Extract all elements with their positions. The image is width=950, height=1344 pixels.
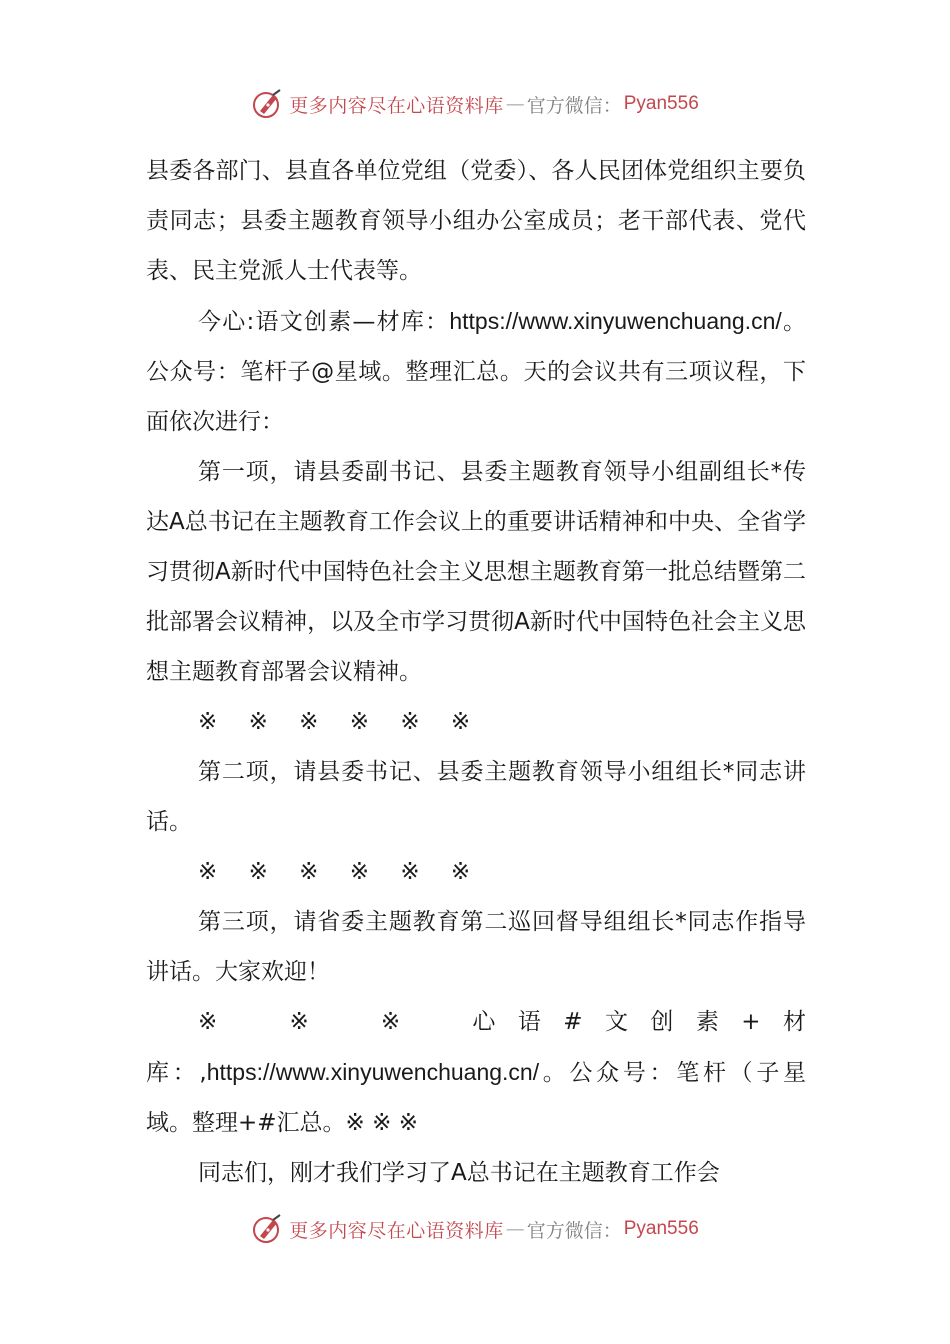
- header-dash: —: [505, 93, 525, 115]
- watermark-lead-text: 库：,: [146, 1060, 207, 1086]
- paragraph-item-one: 第一项，请县委副书记、县委主题教育领导小组副组长*传达A总书记在主题教育工作会议上的重要讲话精神和中央、全省学习贯彻A新时代中国特色社会主义思想主题教育第一批总结暨第二批部署会议精神，以及全市学习贯彻A新时代中国特色社会主义思想主题教育部署会议精神。: [146, 459, 806, 685]
- header-wechat-label: 官方微信：: [526, 94, 622, 117]
- watermark-url-link[interactable]: https://www.xinyuwenchuang.cn/: [206, 1059, 540, 1085]
- paragraph-item-two: 第二项，请县委书记、县委主题教育领导小组组长*同志讲话。: [146, 759, 806, 835]
- pen-nib-circle-icon: [251, 1212, 285, 1246]
- paragraph-closing: 同志们，刚才我们学习了A总书记在主题教育工作会: [198, 1160, 720, 1186]
- separator-marks-1: ※ ※ ※ ※ ※ ※: [198, 709, 483, 735]
- intro-tail-text: 。公众号：笔杆子@星域。整理汇总。天的会议共有三项议程，下面依次进行：: [146, 309, 807, 435]
- pen-nib-circle-icon: [251, 87, 285, 121]
- paragraph-attendees: 县委各部门、县直各单位党组（党委）、各人民团体党组织主要负责同志；县委主题教育领导小组办公室成员；老干部代表、党代表、民主党派人士代表等。: [146, 158, 806, 284]
- paragraph-watermark-line: ※ ※ ※ 心语#文创素+材: [198, 1009, 806, 1035]
- paragraph-item-three: 第三项，请省委主题教育第二巡回督导组组长*同志作指导讲话。大家欢迎！: [146, 909, 806, 985]
- header-wechat-id: Pyan556: [623, 93, 699, 114]
- intro-lead-text: 今心:语文创素—材库：: [198, 309, 450, 335]
- header-banner: [0, 84, 950, 124]
- watermark-tail-text: 。公众号：笔杆（子星域。整理+#汇总。※ ※ ※: [146, 1060, 807, 1136]
- footer-banner: [0, 1209, 950, 1249]
- separator-marks-2: ※ ※ ※ ※ ※ ※: [198, 859, 483, 885]
- intro-url-link[interactable]: https://www.xinyuwenchuang.cn/: [449, 308, 782, 334]
- footer-wechat-id: Pyan556: [623, 1218, 699, 1239]
- header-brand: 更多内容尽在心语资料库: [289, 94, 504, 117]
- paragraph-watermark-cont: [146, 1047, 806, 1148]
- paragraph-intro: [146, 296, 806, 447]
- document-body: [146, 146, 806, 1198]
- footer-dash: —: [505, 1218, 525, 1240]
- footer-brand: 更多内容尽在心语资料库: [289, 1219, 504, 1242]
- footer-wechat-label: 官方微信：: [526, 1219, 622, 1242]
